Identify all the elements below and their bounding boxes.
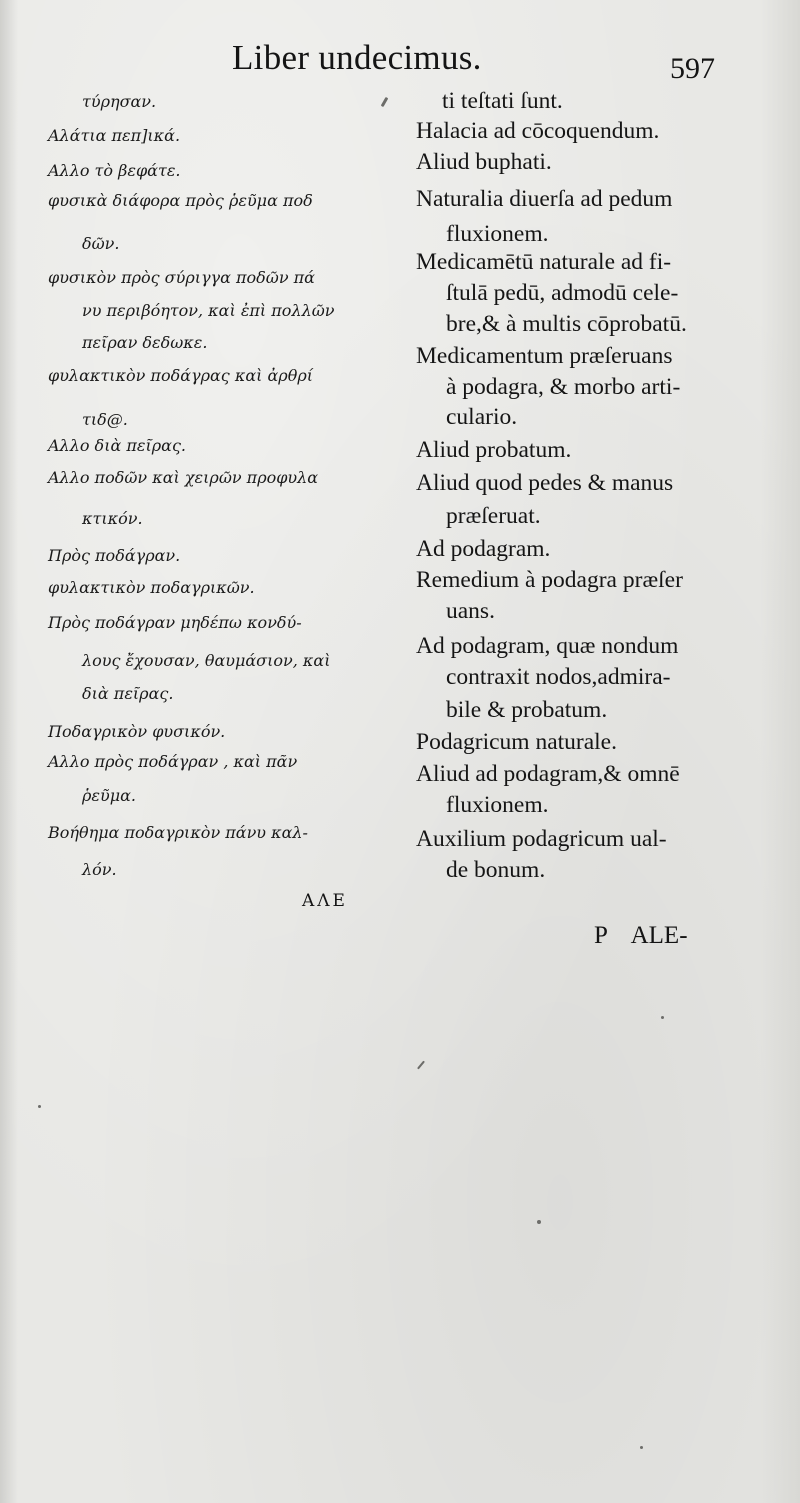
greek-line: φυσικὰ διάφορα πρὸς ῥεῦμα ποδ bbox=[48, 191, 313, 210]
latin-line: Ad podagram. bbox=[416, 536, 551, 562]
greek-line: Αλλο διὰ πεῖρας. bbox=[48, 436, 186, 455]
greek-line: νυ περιβόητον, καὶ ἐπὶ πολλῶν bbox=[82, 301, 335, 320]
catchword-greek: ΑΛΕ bbox=[302, 891, 348, 911]
latin-line: Halacia ad cōcoquendum. bbox=[416, 118, 660, 144]
greek-line: Βοήθημα ποδαγρικὸν πάνυ καλ- bbox=[48, 823, 308, 842]
greek-line: φυλακτικὸν ποδαγρικῶν. bbox=[48, 578, 255, 597]
latin-line: Naturalia diuerſa ad pedum bbox=[416, 186, 673, 212]
paper-speck bbox=[661, 1016, 664, 1019]
latin-line: præſeruat. bbox=[446, 503, 541, 529]
latin-line: Podagricum naturale. bbox=[416, 729, 617, 755]
latin-line: culario. bbox=[446, 404, 518, 430]
paper-speck bbox=[640, 1446, 643, 1449]
latin-line: contraxit nodos,admira- bbox=[446, 664, 671, 690]
latin-line: fluxionem. bbox=[446, 221, 549, 247]
page-number: 597 bbox=[670, 52, 715, 85]
greek-line: διὰ πεῖρας. bbox=[82, 684, 174, 703]
greek-line: κτικόν. bbox=[82, 509, 143, 528]
latin-line: Aliud buphati. bbox=[416, 149, 552, 175]
greek-line: Πρὸς ποδάγραν. bbox=[48, 546, 181, 565]
latin-line: fluxionem. bbox=[446, 792, 549, 818]
greek-line: λόν. bbox=[82, 860, 117, 879]
greek-line: τιδ@. bbox=[82, 410, 128, 429]
latin-line: Aliud probatum. bbox=[416, 437, 572, 463]
latin-line: Aliud ad podagram,& omnē bbox=[416, 761, 680, 787]
latin-line: bre,& à multis cōprobatū. bbox=[446, 311, 687, 337]
paper-speck bbox=[38, 1105, 41, 1108]
greek-line: λους ἔχουσαν, θαυμάσιον, καὶ bbox=[82, 651, 331, 670]
latin-line: Medicamentum præſeruans bbox=[416, 343, 673, 369]
latin-line: ti teſtati ſunt. bbox=[442, 88, 563, 114]
paper-speck bbox=[417, 1061, 425, 1070]
greek-line: τύρησαν. bbox=[82, 92, 157, 111]
latin-line: ſtulā pedū, admodū cele- bbox=[446, 280, 679, 306]
latin-line: Ad podagram, quæ nondum bbox=[416, 633, 679, 659]
latin-line: de bonum. bbox=[446, 857, 546, 883]
greek-line: ῥεῦμα. bbox=[82, 786, 137, 805]
greek-line: φυλακτικὸν ποδάγρας καὶ ἀρθρί bbox=[48, 366, 314, 385]
catchword-latin: P ALE- bbox=[594, 922, 688, 949]
latin-line: Auxilium podagricum ual- bbox=[416, 826, 667, 852]
greek-line: Ποδαγρικὸν φυσικόν. bbox=[48, 722, 226, 741]
page-gutter-shadow bbox=[0, 0, 18, 1503]
page-edge-shadow bbox=[760, 0, 800, 1503]
greek-line: Αλλο ποδῶν καὶ χειρῶν προφυλα bbox=[48, 468, 319, 487]
greek-line: Αλλο τὸ βεφάτε. bbox=[48, 161, 181, 180]
running-title: Liber undecimus. bbox=[232, 38, 482, 77]
latin-line: à podagra, & morbo arti- bbox=[446, 374, 681, 400]
greek-line: πεῖραν δεδωκε. bbox=[82, 333, 208, 352]
latin-line: Medicamētū naturale ad fi- bbox=[416, 249, 672, 275]
greek-line: δῶν. bbox=[82, 234, 120, 253]
greek-line: Αλλο πρὸς ποδάγραν , καὶ πᾶν bbox=[48, 752, 298, 771]
latin-line: bile & probatum. bbox=[446, 697, 608, 723]
greek-line: Αλάτια πεπ]ικά. bbox=[48, 126, 181, 145]
paper-speck bbox=[381, 97, 389, 107]
greek-line: Πρὸς ποδάγραν μηδέπω κονδύ- bbox=[48, 613, 302, 632]
paper-speck bbox=[537, 1220, 541, 1224]
latin-line: uans. bbox=[446, 598, 495, 624]
latin-line: Remedium à podagra præſer bbox=[416, 567, 683, 593]
greek-line: φυσικὸν πρὸς σύριγγα ποδῶν πά bbox=[48, 268, 315, 287]
latin-line: Aliud quod pedes & manus bbox=[416, 470, 674, 496]
